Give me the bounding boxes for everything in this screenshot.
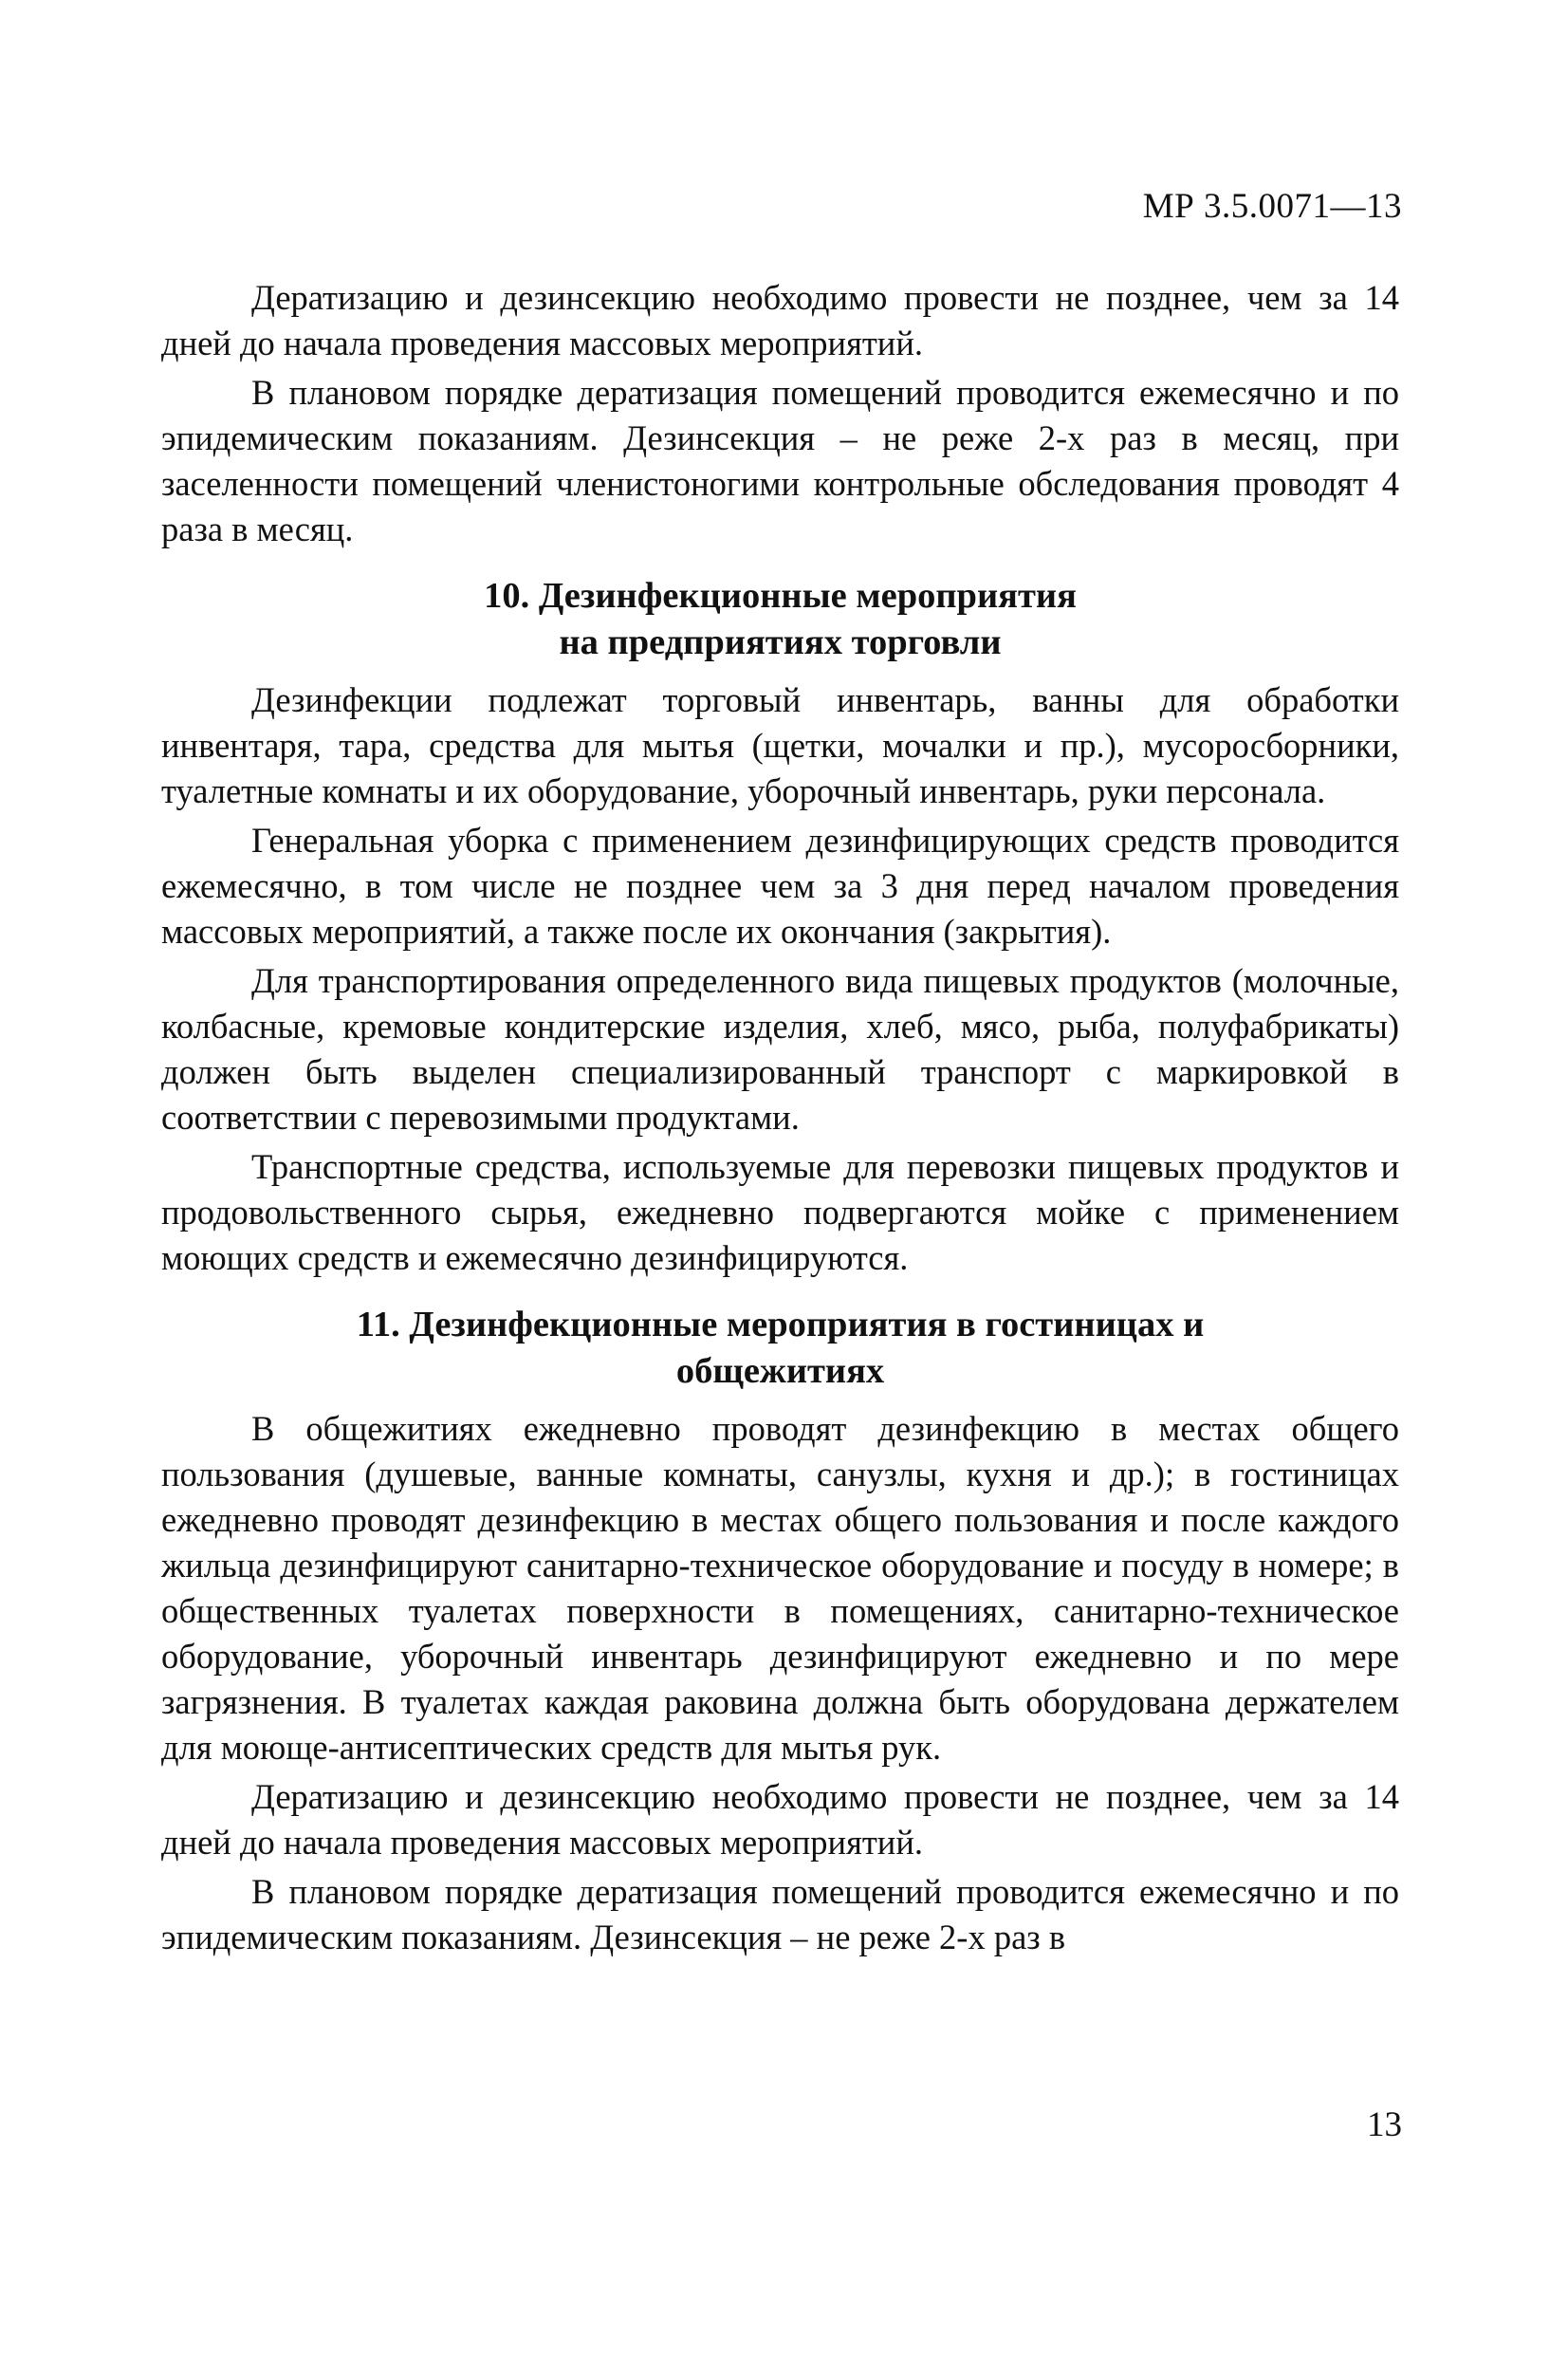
section-heading-11: 11. Дезинфекционные мероприятия в гостиницах и общежитиях [356, 1305, 1205, 1391]
paragraph-deratization-deadline: Дератизацию и дезинсекцию необходимо провести не позднее, чем за 14 дней до начала проведения массовых мероприятий. [161, 278, 1399, 362]
paragraph-deratization-schedule: В плановом порядке дератизация помещений проводится ежемесячно и по эпидемическим показаниям. Дезинсекция – не реже 2-х раз в месяц, при заселенности помещений членистоногими контрольные обследования проводят 4 раза в месяц. [161, 373, 1399, 548]
paragraph-deratization-schedule-repeat: В плановом порядке дератизация помещений проводится ежемесячно и по эпидемическим показаниям. Дезинсекция – не реже 2-х раз в [161, 1872, 1399, 1956]
page-number: 13 [1367, 2105, 1402, 2144]
section-heading-10: 10. Дезинфекционные мероприятия на предприятиях торговли [484, 576, 1077, 662]
paragraph-hotels-disinfection: В общежитиях ежедневно проводят дезинфекцию в местах общего пользования (душевые, ванные комнаты, санузлы, кухня и др.); в гостиницах ежедневно проводят дезинфекцию в местах общего пользования и после каждого жильца дезинфицируют санитарно-техническое оборудование и посуду в номере; в общественных туалетах поверхности в помещениях, санитарно-техническое оборудование, уборочный инвентарь дезинфицируют ежедневно и по мере загрязнения. В туалетах каждая раковина должна быть оборудована держателем для моюще-антисептических средств для мытья рук. [161, 1409, 1399, 1767]
page-content [161, 275, 1399, 1960]
paragraph-food-transport: Для транспортирования определенного вида пищевых продуктов (молочные, колбасные, кремовые кондитерские изделия, хлеб, мясо, рыба, полуфабрикаты) должен быть выделен специализированный транспорт с маркировкой в соответствии с перевозимыми продуктами. [161, 961, 1399, 1137]
paragraph-trade-disinfection-items: Дезинфекции подлежат торговый инвентарь, ванны для обработки инвентаря, тара, средства для мытья (щетки, мочалки и пр.), мусоросборники, туалетные комнаты и их оборудование, уборочный инвентарь, руки персонала. [161, 680, 1399, 810]
paragraph-deratization-deadline-repeat: Дератизацию и дезинсекцию необходимо провести не позднее, чем за 14 дней до начала проведения массовых мероприятий. [161, 1777, 1399, 1862]
document-code: МР 3.5.0071—13 [1142, 187, 1402, 226]
paragraph-general-cleaning: Генеральная уборка с применением дезинфицирующих средств проводится ежемесячно, в том числе не позднее чем за 3 дня перед началом проведения массовых мероприятий, а также после их окончания (закрытия). [161, 821, 1399, 951]
paragraph-transport-cleaning: Транспортные средства, используемые для перевозки пищевых продуктов и продовольственного сырья, ежедневно подвергаются мойке с применением моющих средств и ежемесячно дезинфицируются. [161, 1147, 1399, 1277]
